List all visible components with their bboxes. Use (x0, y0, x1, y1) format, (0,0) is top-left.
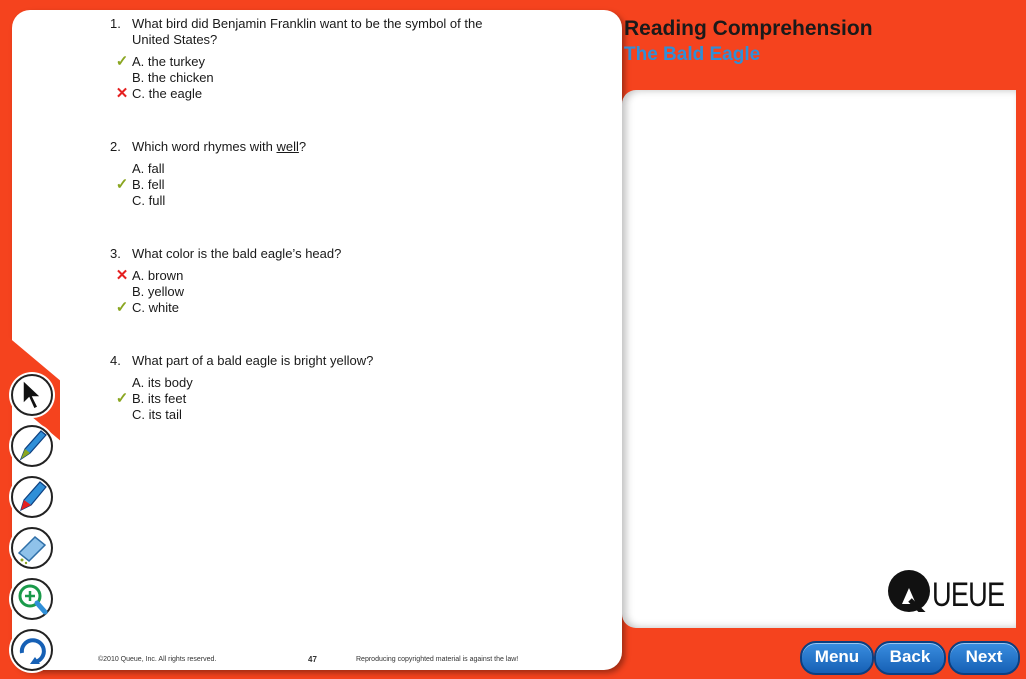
question-3 (110, 246, 510, 316)
answer-label: A. fall (132, 161, 165, 176)
question-1 (110, 16, 510, 102)
answer-options (110, 54, 510, 102)
answer-option-b[interactable] (110, 177, 510, 193)
answer-option-a[interactable] (110, 268, 510, 284)
cross-icon: ✕ (115, 267, 129, 284)
highlighter-tool-button[interactable] (11, 476, 53, 518)
menu-button[interactable]: Menu (800, 641, 874, 675)
highlighter-tool-icon (13, 478, 51, 516)
answer-options (110, 268, 510, 316)
side-panel (622, 90, 1016, 628)
answer-options (110, 161, 510, 209)
copyright-notice: Reproducing copyrighted material is against the law! (356, 656, 519, 663)
question-text: What part of a bald eagle is bright yellow? (132, 353, 374, 368)
copyright-text: ©2010 Queue, Inc. All rights reserved. (98, 656, 217, 663)
answer-label: C. its tail (132, 407, 182, 422)
answer-label: B. its feet (132, 391, 187, 406)
answer-option-b[interactable] (110, 391, 510, 407)
answer-option-b[interactable] (110, 70, 510, 86)
answer-label: A. the turkey (132, 54, 205, 69)
header-subtitle: The Bald Eagle (624, 44, 761, 65)
pen-tool-icon (13, 427, 51, 465)
logo-q-mark (888, 570, 930, 612)
zoom-tool-button[interactable] (11, 578, 53, 620)
pointer-tool-icon (13, 376, 51, 414)
eraser-tool-icon (13, 529, 51, 567)
pointer-tool-button[interactable] (11, 374, 53, 416)
answer-label: C. the eagle (132, 86, 203, 101)
question-2 (110, 139, 510, 209)
next-button[interactable]: Next (948, 641, 1020, 675)
answer-label: B. the chicken (132, 70, 214, 85)
cross-icon: ✕ (115, 85, 129, 102)
reset-tool-button[interactable] (11, 629, 53, 671)
answer-label: C. white (132, 300, 179, 315)
check-icon: ✓ (115, 176, 129, 193)
answer-option-c[interactable] (110, 86, 510, 102)
question-text: What bird did Benjamin Franklin want to be the symbol of the (132, 16, 483, 31)
logo-text: UEUE (932, 576, 1005, 614)
answer-options (110, 375, 510, 423)
zoom-tool-icon (13, 580, 51, 618)
answer-option-a[interactable] (110, 375, 510, 391)
answer-option-b[interactable] (110, 284, 510, 300)
answer-label: C. full (132, 193, 166, 208)
eraser-tool-button[interactable] (11, 527, 53, 569)
question-text: Which word rhymes with well? (132, 139, 307, 154)
answer-label: A. brown (132, 268, 184, 283)
answer-label: B. yellow (132, 284, 185, 299)
question-number: 1. (110, 16, 121, 31)
check-icon: ✓ (115, 390, 129, 407)
header-title: Reading Comprehension (624, 17, 873, 40)
reset-tool-icon (13, 631, 51, 669)
answer-option-c[interactable] (110, 193, 510, 209)
underlined-word: well (276, 139, 299, 154)
answer-option-c[interactable] (110, 300, 510, 316)
answer-label: B. fell (132, 177, 165, 192)
answer-option-a[interactable] (110, 54, 510, 70)
check-icon: ✓ (115, 299, 129, 316)
back-button[interactable]: Back (874, 641, 946, 675)
page-number: 47 (308, 655, 317, 664)
answer-option-a[interactable] (110, 161, 510, 177)
queue-logo (888, 570, 1008, 620)
question-text: United States? (132, 32, 218, 47)
question-number: 2. (110, 139, 121, 154)
pen-tool-button[interactable] (11, 425, 53, 467)
question-text: What color is the bald eagle’s head? (132, 246, 342, 261)
question-number: 3. (110, 246, 121, 261)
check-icon: ✓ (115, 53, 129, 70)
question-number: 4. (110, 353, 121, 368)
answer-label: A. its body (132, 375, 193, 390)
answer-option-c[interactable] (110, 407, 510, 423)
worksheet-page (12, 10, 622, 670)
question-4 (110, 353, 510, 423)
